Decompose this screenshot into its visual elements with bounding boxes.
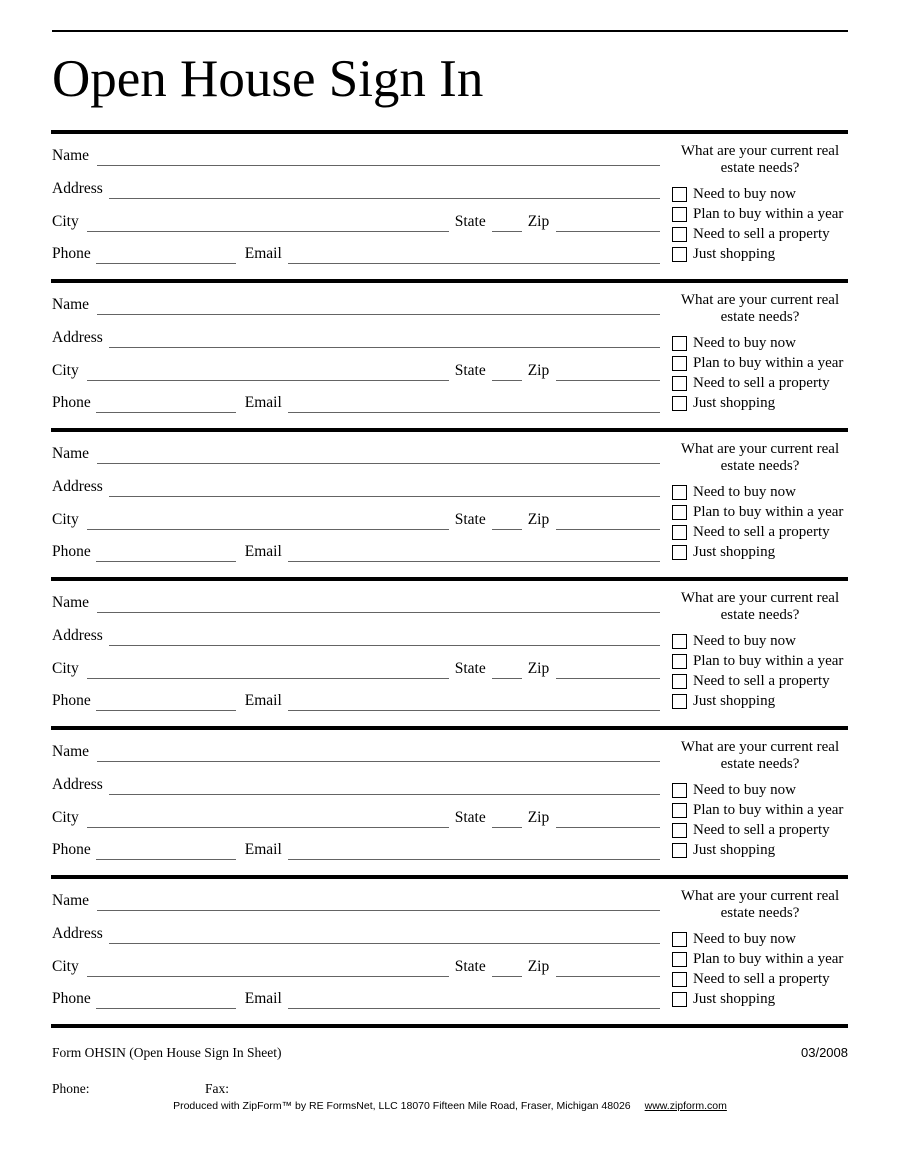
name-field-line[interactable]	[97, 146, 660, 166]
address-label: Address	[52, 627, 103, 644]
city-state-zip-row	[52, 212, 660, 232]
address-label: Address	[52, 478, 103, 495]
state-field-line[interactable]	[492, 808, 522, 828]
needs-heading	[672, 441, 848, 475]
needs-heading-line2: estate needs?	[720, 756, 800, 772]
needs-heading-line1: What are your current real	[680, 292, 840, 308]
email-field-line[interactable]	[288, 542, 660, 562]
needs-options	[672, 929, 848, 1009]
zip-field-line[interactable]	[556, 212, 660, 232]
option-label: Need to sell a property	[693, 523, 830, 540]
footer-phone-label: Phone:	[52, 1081, 90, 1096]
option-need-to-sell	[672, 522, 848, 542]
option-label: Need to buy now	[693, 930, 796, 947]
option-label: Plan to buy within a year	[693, 354, 844, 371]
phone-label: Phone	[52, 692, 91, 709]
city-field-line[interactable]	[87, 361, 449, 381]
option-label: Need to sell a property	[693, 225, 830, 242]
produced-by-text: Produced with ZipForm™ by RE FormsNet, LLC 18070 Fifteen Mile Road, Fraser, Michigan 48026	[173, 1100, 631, 1112]
email-label: Email	[244, 543, 282, 560]
zip-field-line[interactable]	[556, 957, 660, 977]
checkbox-plan-to-buy[interactable]	[672, 356, 687, 371]
real-estate-needs-panel	[672, 143, 848, 262]
address-label: Address	[52, 329, 103, 346]
city-state-zip-row	[52, 510, 660, 530]
option-label: Plan to buy within a year	[693, 652, 844, 669]
email-label: Email	[244, 692, 282, 709]
needs-heading-line1: What are your current real	[680, 590, 840, 606]
section-divider	[51, 577, 848, 581]
state-label: State	[454, 213, 486, 230]
city-state-zip-row	[52, 659, 660, 679]
needs-options	[672, 184, 848, 264]
option-just-shopping	[672, 989, 848, 1009]
checkbox-need-to-sell[interactable]	[672, 823, 687, 838]
checkbox-need-to-buy-now[interactable]	[672, 336, 687, 351]
phone-field-line[interactable]	[96, 393, 236, 413]
option-need-to-buy-now	[672, 929, 848, 949]
address-label: Address	[52, 180, 103, 197]
option-label: Need to sell a property	[693, 672, 830, 689]
address-row	[52, 775, 660, 795]
name-row	[52, 742, 660, 762]
section-divider	[51, 726, 848, 730]
needs-heading	[672, 739, 848, 773]
checkbox-need-to-buy-now[interactable]	[672, 485, 687, 500]
sign-in-entry-section	[0, 428, 900, 577]
phone-email-row	[52, 244, 660, 264]
needs-heading	[672, 590, 848, 624]
email-label: Email	[244, 990, 282, 1007]
checkbox-need-to-sell[interactable]	[672, 674, 687, 689]
option-need-to-buy-now	[672, 333, 848, 353]
option-label: Just shopping	[693, 245, 776, 262]
sign-in-entry-section	[0, 279, 900, 428]
needs-heading	[672, 888, 848, 922]
address-field-line[interactable]	[109, 775, 660, 795]
option-label: Need to sell a property	[693, 821, 830, 838]
address-row	[52, 179, 660, 199]
checkbox-plan-to-buy[interactable]	[672, 654, 687, 669]
name-field-line[interactable]	[97, 295, 660, 315]
option-label: Need to sell a property	[693, 970, 830, 987]
address-field-line[interactable]	[109, 924, 660, 944]
name-row	[52, 146, 660, 166]
name-label: Name	[52, 594, 90, 611]
checkbox-just-shopping[interactable]	[672, 694, 687, 709]
option-label: Need to buy now	[693, 334, 796, 351]
zip-field-line[interactable]	[556, 361, 660, 381]
option-just-shopping	[672, 244, 848, 264]
checkbox-plan-to-buy[interactable]	[672, 803, 687, 818]
option-label: Need to buy now	[693, 185, 796, 202]
checkbox-just-shopping[interactable]	[672, 992, 687, 1007]
address-row	[52, 924, 660, 944]
address-field-line[interactable]	[109, 477, 660, 497]
option-need-to-sell	[672, 373, 848, 393]
phone-field-line[interactable]	[96, 542, 236, 562]
name-label: Name	[52, 147, 90, 164]
city-field-line[interactable]	[87, 808, 449, 828]
option-label: Need to buy now	[693, 781, 796, 798]
option-plan-to-buy	[672, 949, 848, 969]
zip-label: Zip	[527, 213, 550, 230]
name-label: Name	[52, 743, 90, 760]
footer-produced-line	[0, 1100, 900, 1112]
city-label: City	[52, 809, 79, 826]
name-field-line[interactable]	[97, 593, 660, 613]
real-estate-needs-panel	[672, 888, 848, 1007]
option-need-to-buy-now	[672, 184, 848, 204]
phone-label: Phone	[52, 841, 91, 858]
city-label: City	[52, 362, 79, 379]
checkbox-just-shopping[interactable]	[672, 396, 687, 411]
phone-email-row	[52, 840, 660, 860]
option-plan-to-buy	[672, 353, 848, 373]
city-state-zip-row	[52, 808, 660, 828]
phone-email-row	[52, 542, 660, 562]
checkbox-need-to-buy-now[interactable]	[672, 932, 687, 947]
option-just-shopping	[672, 542, 848, 562]
option-label: Plan to buy within a year	[693, 950, 844, 967]
option-need-to-sell	[672, 671, 848, 691]
checkbox-just-shopping[interactable]	[672, 843, 687, 858]
address-field-line[interactable]	[109, 328, 660, 348]
needs-heading-line2: estate needs?	[720, 160, 800, 176]
address-row	[52, 477, 660, 497]
needs-heading-line1: What are your current real	[680, 143, 840, 159]
phone-field-line[interactable]	[96, 691, 236, 711]
zip-label: Zip	[527, 660, 550, 677]
address-row	[52, 626, 660, 646]
phone-email-row	[52, 691, 660, 711]
city-field-line[interactable]	[87, 659, 449, 679]
option-plan-to-buy	[672, 651, 848, 671]
option-label: Just shopping	[693, 692, 776, 709]
option-need-to-buy-now	[672, 780, 848, 800]
zip-field-line[interactable]	[556, 808, 660, 828]
top-rule	[52, 30, 848, 32]
bottom-rule	[51, 1024, 848, 1028]
option-just-shopping	[672, 840, 848, 860]
city-field-line[interactable]	[87, 510, 449, 530]
email-label: Email	[244, 841, 282, 858]
zip-label: Zip	[527, 809, 550, 826]
footer-fax-label: Fax:	[205, 1081, 230, 1096]
state-label: State	[454, 362, 486, 379]
needs-heading-line2: estate needs?	[720, 905, 800, 921]
sign-in-entry-section	[0, 130, 900, 279]
section-divider	[51, 875, 848, 879]
name-field-line[interactable]	[97, 742, 660, 762]
zip-label: Zip	[527, 511, 550, 528]
email-label: Email	[244, 245, 282, 262]
city-field-line[interactable]	[87, 957, 449, 977]
option-label: Just shopping	[693, 543, 776, 560]
section-divider	[51, 130, 848, 134]
phone-label: Phone	[52, 543, 91, 560]
option-plan-to-buy	[672, 502, 848, 522]
phone-email-row	[52, 393, 660, 413]
option-plan-to-buy	[672, 204, 848, 224]
state-field-line[interactable]	[492, 659, 522, 679]
checkbox-plan-to-buy[interactable]	[672, 505, 687, 520]
name-label: Name	[52, 445, 90, 462]
sign-in-entry-section	[0, 875, 900, 1024]
option-plan-to-buy	[672, 800, 848, 820]
state-field-line[interactable]	[492, 361, 522, 381]
needs-heading	[672, 292, 848, 326]
city-state-zip-row	[52, 361, 660, 381]
zip-label: Zip	[527, 362, 550, 379]
option-need-to-buy-now	[672, 482, 848, 502]
needs-heading	[672, 143, 848, 177]
needs-options	[672, 631, 848, 711]
name-row	[52, 444, 660, 464]
phone-field-line[interactable]	[96, 840, 236, 860]
needs-heading-line1: What are your current real	[680, 888, 840, 904]
checkbox-need-to-sell[interactable]	[672, 525, 687, 540]
address-row	[52, 328, 660, 348]
option-label: Just shopping	[693, 990, 776, 1007]
name-row	[52, 295, 660, 315]
section-divider	[51, 428, 848, 432]
phone-label: Phone	[52, 990, 91, 1007]
zip-label: Zip	[527, 958, 550, 975]
state-label: State	[454, 958, 486, 975]
option-label: Just shopping	[693, 841, 776, 858]
city-state-zip-row	[52, 957, 660, 977]
email-field-line[interactable]	[288, 840, 660, 860]
checkbox-need-to-buy-now[interactable]	[672, 187, 687, 202]
phone-field-line[interactable]	[96, 989, 236, 1009]
name-label: Name	[52, 296, 90, 313]
zipform-link[interactable]: www.zipform.com	[644, 1100, 727, 1112]
needs-heading-line2: estate needs?	[720, 309, 800, 325]
name-label: Name	[52, 892, 90, 909]
footer-date: 03/2008	[801, 1045, 848, 1060]
address-label: Address	[52, 925, 103, 942]
option-label: Plan to buy within a year	[693, 205, 844, 222]
footer-form-id: Form OHSIN (Open House Sign In Sheet)	[52, 1045, 282, 1060]
email-label: Email	[244, 394, 282, 411]
checkbox-need-to-sell[interactable]	[672, 376, 687, 391]
checkbox-just-shopping[interactable]	[672, 545, 687, 560]
checkbox-just-shopping[interactable]	[672, 247, 687, 262]
option-label: Plan to buy within a year	[693, 801, 844, 818]
city-label: City	[52, 958, 79, 975]
email-field-line[interactable]	[288, 393, 660, 413]
checkbox-plan-to-buy[interactable]	[672, 952, 687, 967]
option-label: Plan to buy within a year	[693, 503, 844, 520]
name-row	[52, 593, 660, 613]
needs-options	[672, 780, 848, 860]
state-field-line[interactable]	[492, 957, 522, 977]
zip-field-line[interactable]	[556, 510, 660, 530]
email-field-line[interactable]	[288, 989, 660, 1009]
state-label: State	[454, 511, 486, 528]
option-just-shopping	[672, 393, 848, 413]
needs-heading-line1: What are your current real	[680, 739, 840, 755]
checkbox-need-to-sell[interactable]	[672, 227, 687, 242]
state-label: State	[454, 660, 486, 677]
section-divider	[51, 279, 848, 283]
address-label: Address	[52, 776, 103, 793]
state-field-line[interactable]	[492, 510, 522, 530]
checkbox-need-to-sell[interactable]	[672, 972, 687, 987]
city-label: City	[52, 213, 79, 230]
email-field-line[interactable]	[288, 691, 660, 711]
zip-field-line[interactable]	[556, 659, 660, 679]
form-title: Open House Sign In	[52, 50, 484, 108]
needs-heading-line2: estate needs?	[720, 458, 800, 474]
option-label: Need to buy now	[693, 483, 796, 500]
name-row	[52, 891, 660, 911]
option-need-to-sell	[672, 820, 848, 840]
real-estate-needs-panel	[672, 739, 848, 858]
needs-options	[672, 482, 848, 562]
phone-email-row	[52, 989, 660, 1009]
checkbox-plan-to-buy[interactable]	[672, 207, 687, 222]
real-estate-needs-panel	[672, 292, 848, 411]
phone-label: Phone	[52, 394, 91, 411]
checkbox-need-to-buy-now[interactable]	[672, 783, 687, 798]
email-field-line[interactable]	[288, 244, 660, 264]
city-label: City	[52, 511, 79, 528]
address-field-line[interactable]	[109, 626, 660, 646]
name-field-line[interactable]	[97, 891, 660, 911]
real-estate-needs-panel	[672, 590, 848, 709]
sign-in-entry-section	[0, 726, 900, 875]
city-label: City	[52, 660, 79, 677]
option-just-shopping	[672, 691, 848, 711]
needs-options	[672, 333, 848, 413]
name-field-line[interactable]	[97, 444, 660, 464]
needs-heading-line1: What are your current real	[680, 441, 840, 457]
city-field-line[interactable]	[87, 212, 449, 232]
option-label: Need to sell a property	[693, 374, 830, 391]
state-field-line[interactable]	[492, 212, 522, 232]
state-label: State	[454, 809, 486, 826]
phone-label: Phone	[52, 245, 91, 262]
checkbox-need-to-buy-now[interactable]	[672, 634, 687, 649]
option-need-to-sell	[672, 224, 848, 244]
option-label: Need to buy now	[693, 632, 796, 649]
option-need-to-sell	[672, 969, 848, 989]
sign-in-entry-section	[0, 577, 900, 726]
needs-heading-line2: estate needs?	[720, 607, 800, 623]
option-label: Just shopping	[693, 394, 776, 411]
real-estate-needs-panel	[672, 441, 848, 560]
option-need-to-buy-now	[672, 631, 848, 651]
address-field-line[interactable]	[109, 179, 660, 199]
phone-field-line[interactable]	[96, 244, 236, 264]
